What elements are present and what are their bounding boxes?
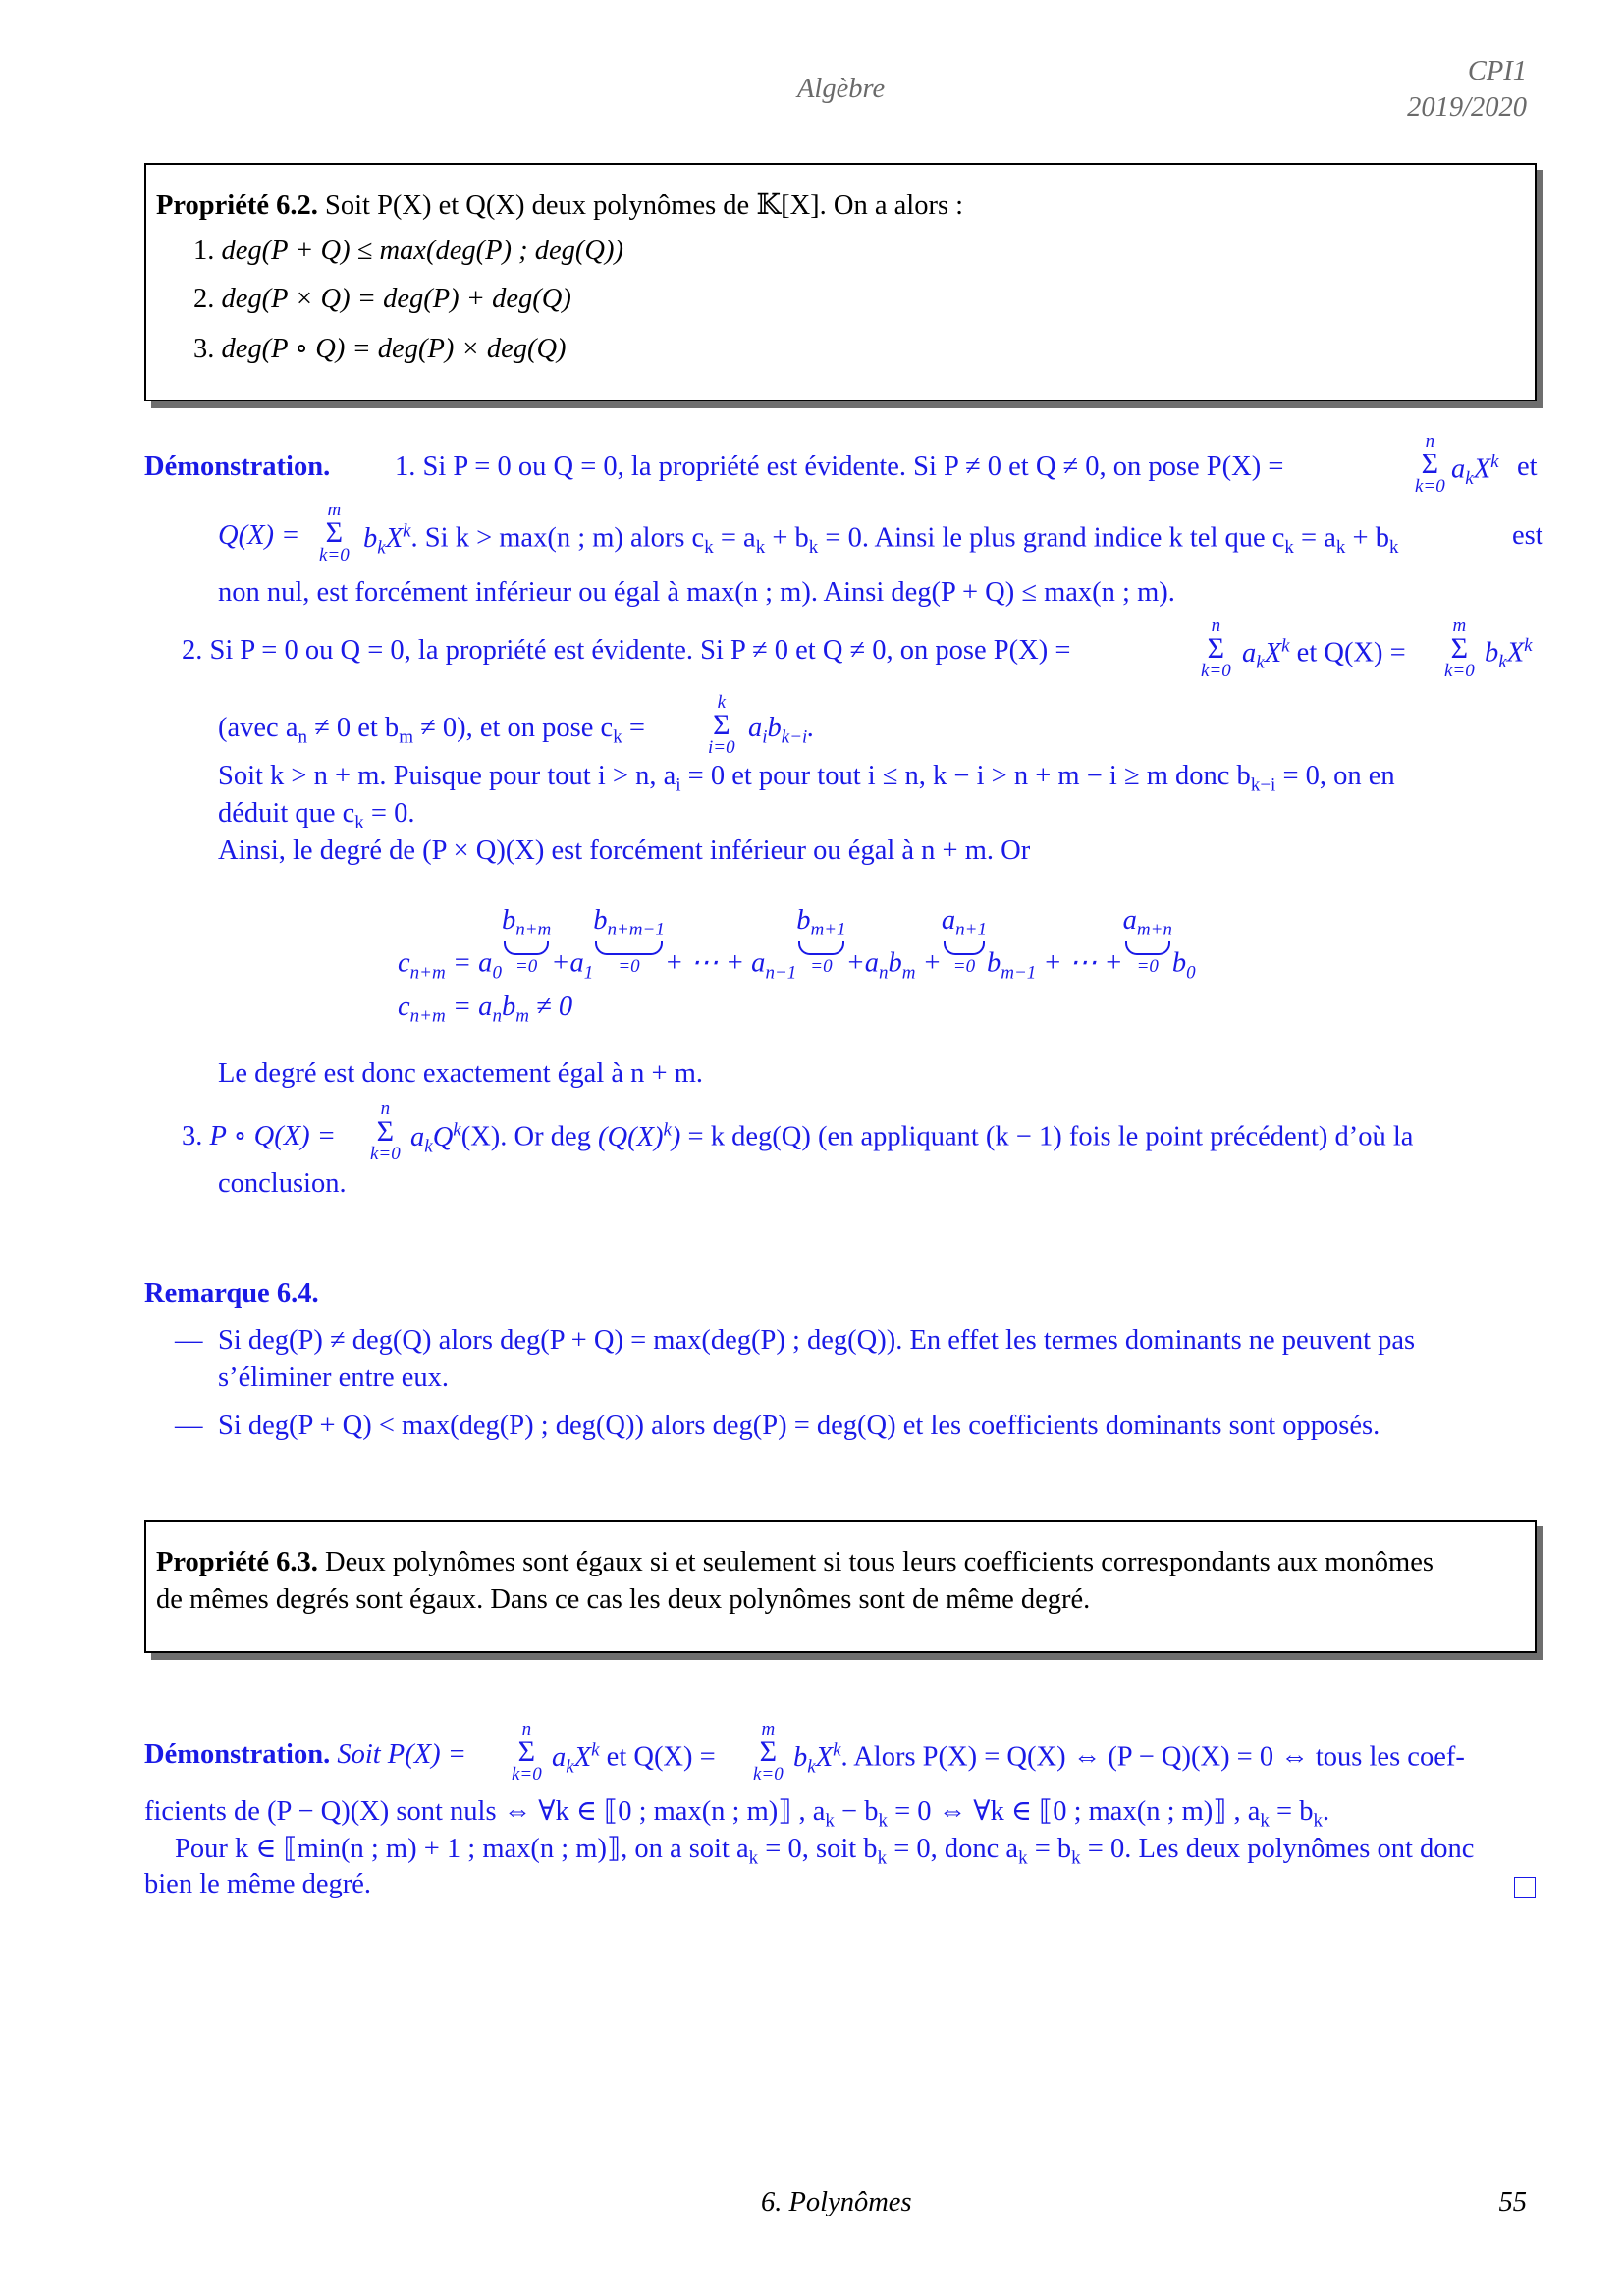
underbrace: $a_{m+n}$ =0 — [1122, 905, 1172, 977]
property-6-2-item-1 — [193, 236, 623, 267]
demo-2-line-4: bien le même degré. — [144, 1869, 372, 1899]
remark-bullet-dash: — — [175, 1325, 203, 1356]
demo-2-line-1: Démonstration. Soit P(X) = — [144, 1739, 466, 1770]
demo-1-point-2-line-3: Soit k > n + m. Puisque pour tout i > n, $a_i = 0$ et pour tout i ≤ n, k − i > n + m − i ≥ m donc $b_{k-i} = 0$, on en — [218, 761, 1395, 796]
property-6-2-box — [144, 163, 1537, 401]
equation-cnm-result: $c_{n+m} = a_nb_m \ne 0$ — [398, 991, 573, 1027]
underbrace: $b_{n+m-1}$ =0 — [593, 905, 665, 977]
demo-1-line-2-text: $b_kX^k$. Si k > max(n ; m) alors $c_k = a_k + b_k = 0$. Ainsi le plus grand indice k tel que $c_k = a_k + b_k$ — [363, 520, 1399, 559]
item-text: deg(P × Q) = deg(P) + deg(Q) — [221, 284, 571, 314]
demo-1-point-1-line-3: non nul, est forcément inférieur ou égal à max(n ; m). Ainsi deg(P + Q) ≤ max(n ; m). — [218, 577, 1175, 608]
sum-symbol: n Σ k=0 — [1201, 615, 1231, 681]
property-6-3-line-2: de mêmes degrés sont égaux. Dans ce cas les deux polynômes sont de même degré. — [156, 1584, 1091, 1615]
point-number: 1. — [395, 452, 416, 482]
header-course: CPI1 — [1467, 56, 1527, 86]
property-6-2-item-3 — [193, 332, 567, 365]
property-6-3-title: Propriété 6.3. — [156, 1547, 318, 1577]
remark-bullet-1-line-2: s’éliminer entre eux. — [218, 1362, 450, 1393]
property-6-2-intro: Soit P(X) et Q(X) deux polynômes de 𝕂[X]. On a alors : — [325, 190, 964, 221]
demo-2-line-3: Pour k ∈ ⟦min(n ; m) + 1 ; max(n ; m)⟧, on a soit $a_k = 0$, soit $b_k = 0$, donc $a_k = b_k = 0$. Les deux polynômes ont donc — [175, 1834, 1475, 1869]
term-aibki: $a_ib_{k-i}$. — [748, 713, 815, 748]
sum-symbol: k Σ i=0 — [708, 692, 735, 758]
underbrace: $a_{n+1}$ =0 — [941, 905, 987, 977]
underbrace: $b_{m+1}$ =0 — [796, 905, 846, 977]
sum-symbol: n Σ k=0 — [512, 1719, 542, 1785]
footer-chapter: 6. Polynômes — [761, 2187, 912, 2217]
property-6-2-item-2 — [193, 284, 571, 315]
demo-1-point-2-line-1: 2. Si P = 0 ou Q = 0, la propriété est évidente. Si P ≠ 0 et Q ≠ 0, on pose P(X) = — [182, 635, 1071, 666]
property-6-2-intro-line — [156, 188, 963, 222]
demo-1-point-2-line-2: (avec $a_n \ne 0$ et $b_m \ne 0$), et on pose $c_k$ = — [218, 713, 645, 748]
item-text: deg(P + Q) ≤ max(deg(P) ; deg(Q)) — [221, 236, 623, 266]
footer-page-number: 55 — [1498, 2187, 1527, 2217]
demo-1-point-2-line-1-mid: $a_kX^k$ et Q(X) = — [1242, 635, 1406, 673]
point-text: Si P = 0 ou Q = 0, la propriété est évidente. Si P ≠ 0 et Q ≠ 0, on pose P(X) = — [422, 452, 1284, 482]
sum-symbol: n Σ k=0 — [1415, 431, 1445, 497]
demo-1-point-1-line-1 — [395, 452, 1283, 483]
property-6-3-text-1: Deux polynômes sont égaux si et seulement si tous leurs coefficients correspondants aux monômes — [325, 1547, 1434, 1577]
item-text: deg(P ∘ Q) = deg(P) × deg(Q) — [221, 334, 567, 364]
demo-1-point-2-line-6: Le degré est donc exactement égal à n + m. — [218, 1058, 704, 1089]
demo-1-point-3-line-1: 3. P ∘ Q(X) = — [182, 1121, 336, 1151]
item-number: 1. — [193, 236, 215, 266]
qed-square-icon — [1514, 1875, 1536, 1906]
demo-1-point-3-line-1-rest: $a_kQ^k(X)$. Or deg $(Q(X)^k) = k$ deg(Q) (en appliquant (k − 1) fois le point précédent) d’où la — [410, 1119, 1414, 1157]
item-number: 2. — [193, 284, 215, 314]
term-bkxk: $b_kX^k$ — [1485, 635, 1533, 673]
sum-symbol: m Σ k=0 — [319, 500, 350, 565]
demo-1-point-2-line-4: déduit que $c_k = 0$. — [218, 798, 415, 833]
demo-2-title: Démonstration. — [144, 1739, 331, 1770]
property-6-3-box — [144, 1520, 1537, 1653]
demo-2-line-1-mid: $a_kX^k$ et Q(X) = — [552, 1739, 716, 1778]
demo-2-line-2: ficients de (P − Q)(X) sont nuls ⇔ ∀k ∈ ⟦0 ; max(n ; m)⟧ , $a_k - b_k = 0$ ⇔ ∀k ∈ ⟦0 ; max(n ; m)⟧ , $a_k = b_k$. — [144, 1796, 1330, 1832]
remark-bullet-2-line-1: Si deg(P + Q) < max(deg(P) ; deg(Q)) alors deg(P) = deg(Q) et les coefficients dominants sont opposés. — [218, 1411, 1380, 1441]
demo-1-point-2-line-5: Ainsi, le degré de (P × Q)(X) est forcément inférieur ou égal à n + m. Or — [218, 835, 1031, 866]
sum-symbol: m Σ k=0 — [1444, 615, 1475, 681]
header-year: 2019/2020 — [1407, 92, 1527, 123]
equation-cnm-expansion: $c_{n+m} = a_0b_{n+m}$ =0 $+a_1b_{n+m-1}$ =0 + ⋯ + $a_{n-1}b_{m+1}$ =0 $+a_nb_m +a_{n+1}$ =0 $b_{m-1}$ + ⋯ $+a_{m+n}$ =0 $b_0$ — [398, 905, 1196, 984]
demo-1-point-3-line-2: conclusion. — [218, 1168, 347, 1199]
demo-2-line-1-end: $b_kX^k$. Alors P(X) = Q(X) ⇔ (P − Q)(X) = 0 ⇔ tous les coef- — [793, 1739, 1465, 1778]
word-est: est — [1512, 520, 1543, 551]
word-et: et — [1517, 452, 1538, 482]
underbrace: $b_{n+m}$ =0 — [501, 905, 552, 977]
header-center: Algèbre — [797, 74, 886, 104]
remark-6-4-title: Remarque 6.4. — [144, 1278, 319, 1308]
demo-1-title: Démonstration. — [144, 452, 331, 482]
property-6-3-line-1 — [156, 1547, 1434, 1578]
sum-symbol: n Σ k=0 — [370, 1098, 401, 1164]
remark-bullet-dash: — — [175, 1411, 203, 1441]
sum-symbol: m Σ k=0 — [753, 1719, 784, 1785]
item-number: 3. — [193, 334, 215, 364]
term-akxk: $a_kX^k$ — [1451, 452, 1499, 490]
property-6-2-title: Propriété 6.2. — [156, 190, 318, 221]
remark-bullet-1-line-1: Si deg(P) ≠ deg(Q) alors deg(P + Q) = max(deg(P) ; deg(Q)). En effet les termes dominants ne peuvent pas — [218, 1325, 1416, 1356]
demo-1-point-1-line-2: Q(X) = — [218, 520, 300, 551]
